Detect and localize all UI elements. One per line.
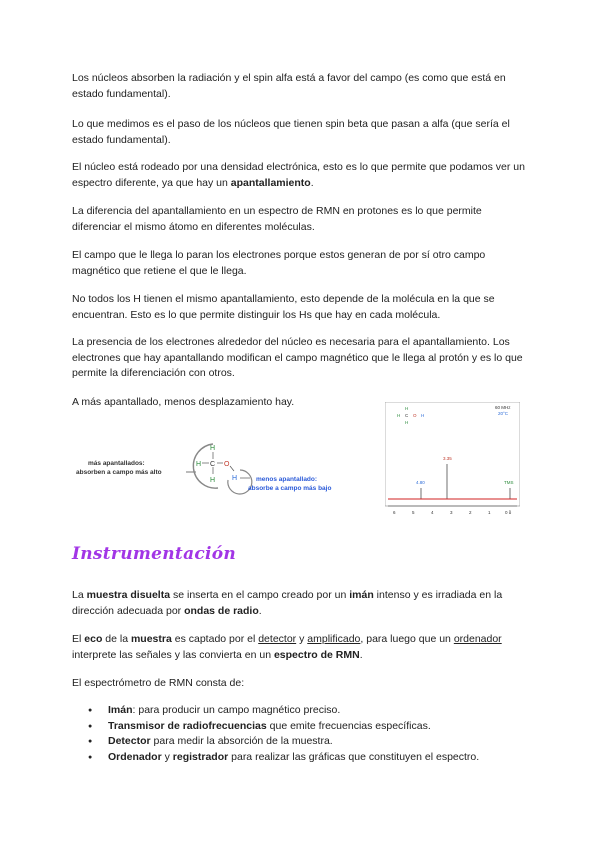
svg-text:H: H — [421, 413, 425, 418]
svg-text:H: H — [397, 413, 401, 418]
tick-4: 4 — [431, 510, 434, 515]
instr-paragraph-2: El eco de la muestra es captado por el detector y amplificado, para luego que un ordenador interprete las señales y las convierta en un espectro de RMN. — [72, 633, 502, 661]
atom-h-hydroxyl: H — [232, 475, 238, 482]
label-less-shielded-2: absorbe a campo más bajo — [248, 485, 332, 492]
atom-h-left: H — [196, 461, 202, 468]
shielding-diagram — [68, 430, 368, 500]
label-less-shielded: menos apantallado: — [256, 476, 318, 483]
svg-text:H: H — [405, 406, 409, 411]
peak-label-1: 4.80 — [416, 480, 425, 485]
list-item: ● Transmisor de radiofrecuencias que emite frecuencias específicas. — [72, 719, 542, 735]
paragraph-2: Lo que medimos es el paso de los núcleos que tienen spin beta que pasan a alfa (que sería el estado fundamental). — [72, 118, 510, 146]
paragraph-8: A más apantallado, menos desplazamiento hay. — [72, 396, 295, 408]
list-item: ● Imán: para producir un campo magnético preciso. — [72, 703, 542, 719]
component-list — [72, 703, 542, 765]
peak-label-3: TMS — [504, 480, 514, 485]
instr-paragraph-3: El espectrómetro de RMN consta de: — [72, 677, 245, 689]
list-item: ● Detector para medir la absorción de la muestra. — [72, 734, 542, 750]
paragraph-1: Los núcleos absorben la radiación y el spin alfa está a favor del campo (es como que está en estado fundamental). — [72, 72, 506, 100]
section-heading-instrumentacion: Instrumentación — [72, 544, 237, 564]
peak-label-2: 3.35 — [443, 456, 452, 461]
tick-0: 0 δ — [505, 510, 512, 515]
paragraph-7: La presencia de los electrones alrededor del núcleo es necesaria para el apantallamiento. Los electrones que hay apantallando modifican el campo magnético que le llega al protón y es lo que permite la diferenciación con otros. — [72, 336, 523, 379]
svg-text:O: O — [413, 413, 417, 418]
nmr-spectrum — [385, 402, 520, 518]
instr-paragraph-1: La muestra disuelta se inserta en el campo creado por un imán intenso y es irradiada en la dirección adecuada por ondas de radio. — [72, 589, 503, 617]
paragraph-5: El campo que le llega lo paran los electrones porque estos generan de por sí otro campo magnético que retiene el que le llega. — [72, 249, 486, 277]
label-more-shielded: más apantallados: — [88, 460, 145, 467]
paragraph-4: La diferencia del apantallamiento en un espectro de RMN en protones es lo que permite diferenciar el mismo átomo en diferentes moléculas. — [72, 205, 482, 233]
tick-1: 1 — [488, 510, 491, 515]
tick-5: 5 — [412, 510, 415, 515]
tick-3: 3 — [450, 510, 453, 515]
list-item: ● Ordenador y registrador para realizar las gráficas que constituyen el espectro. — [72, 750, 542, 766]
paragraph-3: El núcleo está rodeado por una densidad electrónica, esto es lo que permite que podamos ver un espectro diferente, ya que hay un apantallamiento. — [72, 161, 525, 189]
tick-6: 6 — [393, 510, 396, 515]
spectrum-temperature: 20°C — [498, 411, 509, 416]
spectrum-frequency: 60 MHz — [495, 405, 511, 410]
svg-text:H: H — [405, 420, 409, 425]
bold-apantallamiento: apantallamiento — [230, 176, 311, 189]
atom-h-top: H — [210, 445, 216, 452]
paragraph-6: No todos los H tienen el mismo apantallamiento, esto depende de la molécula en la que se encuentran. Esto es lo que permite distinguir los Hs que hay en cada molécula. — [72, 293, 495, 321]
svg-text:C: C — [405, 413, 409, 418]
atom-c: C — [210, 461, 216, 468]
atom-o: O — [224, 461, 230, 468]
tick-2: 2 — [469, 510, 472, 515]
atom-h-bottom: H — [210, 477, 216, 484]
label-more-shielded-2: absorben a campo más alto — [76, 469, 162, 476]
